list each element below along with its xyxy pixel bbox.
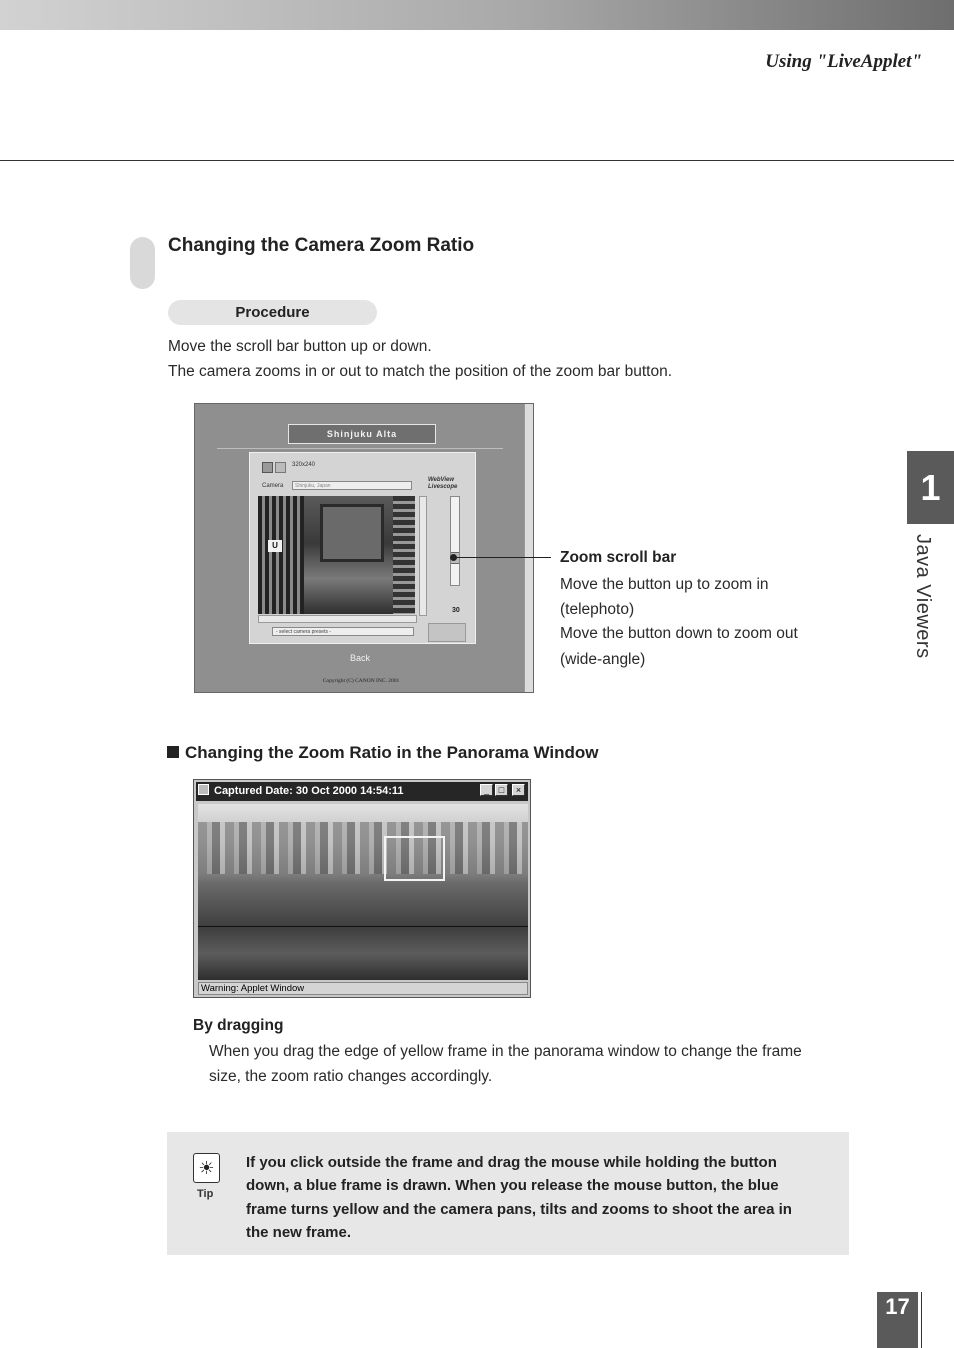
procedure-line: The camera zooms in or out to match the position of the zoom bar button. [168,363,673,380]
callout-line [454,557,551,558]
tip-line: frame turns yellow and the camera pans, tilts and zooms to shoot the area in [246,1201,792,1218]
dragging-line: size, the zoom ratio changes accordingly. [209,1068,493,1085]
section-title: Changing the Camera Zoom Ratio [168,235,475,256]
lightbulb-icon: ☀ [193,1153,220,1183]
section-marker [130,237,155,289]
back-link[interactable]: Back [350,653,371,663]
minimize-button[interactable]: _ [480,784,493,796]
chapter-label: Java Viewers [912,534,934,659]
square-bullet-icon [167,746,179,758]
building-left [258,496,304,614]
counter-value: 30 [452,607,460,614]
panorama-road [198,926,528,927]
callout-line-text: (wide-angle) [560,651,646,668]
tip-line: If you click outside the frame and drag the mouse while holding the button [246,1154,777,1171]
tilt-scrollbar[interactable] [419,496,427,616]
snapshot-button[interactable] [262,462,273,473]
preset-select[interactable]: - select camera presets - [272,627,414,636]
page-number: 17 [877,1292,918,1348]
page-number-rule [921,1292,922,1348]
chapter-number: 1 [907,451,954,524]
tip-line: the new frame. [246,1224,352,1241]
tip-label: Tip [197,1188,214,1200]
panorama-window [193,779,531,998]
start-control-button[interactable] [428,623,466,642]
procedure-line: Move the scroll bar button up or down. [168,338,432,355]
close-button[interactable]: × [512,784,525,796]
video-screen [320,504,384,562]
brand-logo: WebView Livescope [428,477,458,490]
zoom-scrollbar[interactable] [450,496,460,586]
store-sign: U [268,540,282,552]
copyright: Copyright (C) CANON INC. 2001 [322,678,400,684]
camera-label: Camera [262,483,284,489]
callout-title: Zoom scroll bar [560,549,677,566]
running-title: Using "LiveApplet" [765,51,922,72]
panorama-skyline [198,822,528,874]
building-right [393,496,415,614]
page-scrollbar[interactable] [524,404,533,692]
callout-line-text: Move the button up to zoom in [560,576,769,593]
dragging-line: When you drag the edge of yellow frame in the panorama window to change the frame [209,1043,802,1060]
resolution-label: 320x240 [292,462,316,468]
callout-line-text: Move the button down to zoom out [560,625,798,642]
tip-line: down, a blue frame is drawn. When you release the mouse button, the blue [246,1177,779,1194]
camera-select[interactable]: Shinjuku, Japan [292,481,412,490]
status-bar: Warning: Applet Window [198,982,528,995]
window-icon [198,784,209,795]
live-applet [249,452,476,644]
procedure-label: Procedure [168,300,377,325]
divider [217,448,503,449]
subsection-title: Changing the Zoom Ratio in the Panorama Window [167,743,599,763]
maximize-button[interactable]: □ [495,784,508,796]
window-title: Captured Date: 30 Oct 2000 14:54:11 [214,785,404,797]
site-logo: Shinjuku Alta [288,424,436,444]
pan-scrollbar[interactable] [258,615,417,623]
dragging-title: By dragging [193,1017,284,1034]
video-display [258,496,415,614]
panorama-image[interactable] [198,804,528,980]
zoom-frame[interactable] [384,836,445,881]
callout-line-text: (telephoto) [560,601,635,618]
header-bar [0,0,954,30]
header-rule [0,160,954,161]
window-titlebar [196,782,528,801]
size-button[interactable] [275,462,286,473]
applet-screenshot [194,403,534,693]
